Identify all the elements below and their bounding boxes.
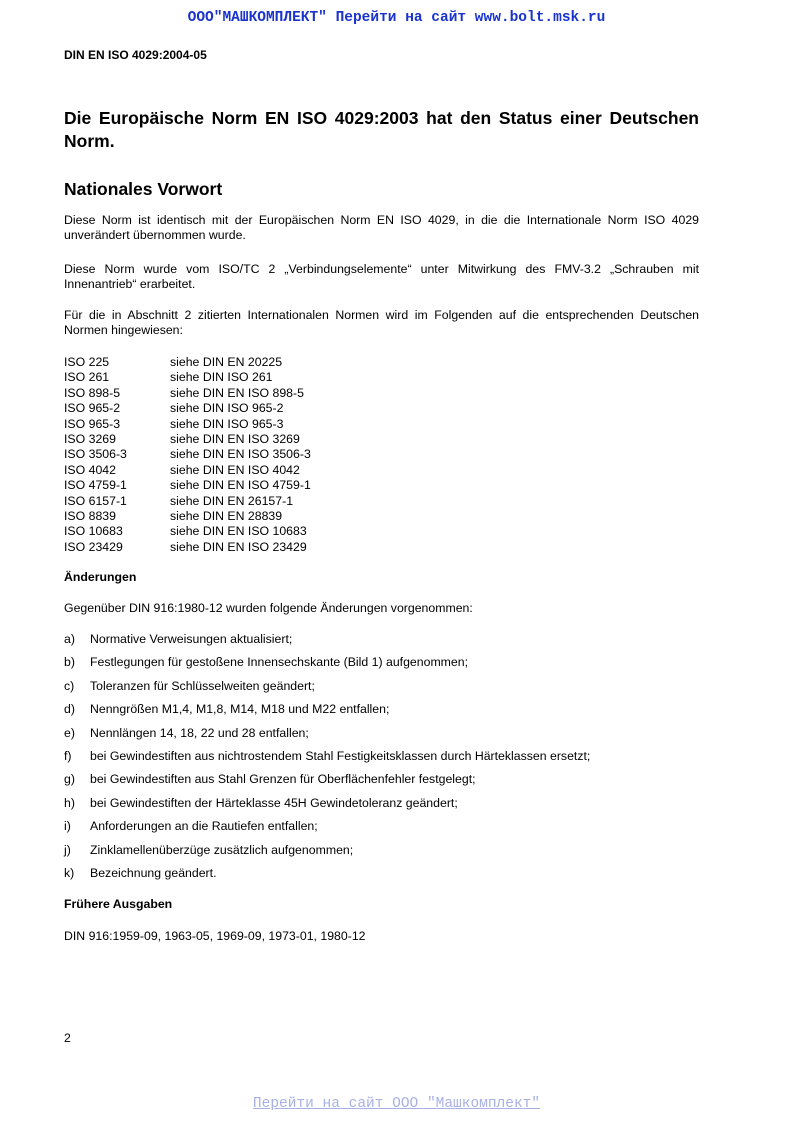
reference-iso: ISO 225 — [64, 355, 110, 369]
reference-din: siehe DIN ISO 261 — [170, 370, 273, 385]
previous-editions: DIN 916:1959-09, 1963-05, 1969-09, 1973-01, 1980-12 — [64, 929, 366, 943]
changes-intro: Gegenüber DIN 916:1980-12 wurden folgende Änderungen vorgenommen: — [64, 601, 473, 615]
change-text: bei Gewindestiften aus Stahl Grenzen für Oberflächenfehler festgelegt; — [90, 772, 476, 787]
reference-row — [64, 370, 311, 385]
change-item — [64, 796, 590, 819]
reference-din: siehe DIN EN 26157-1 — [170, 493, 294, 508]
change-text: Nenngrößen M1,4, M1,8, M14, M18 und M22 entfallen; — [90, 702, 390, 717]
change-text: Toleranzen für Schlüsselweiten geändert; — [90, 678, 315, 693]
reference-row — [64, 447, 311, 462]
reference-din: siehe DIN EN 28839 — [170, 509, 283, 524]
change-letter: g) — [64, 772, 75, 787]
reference-din: siehe DIN EN ISO 4042 — [170, 462, 300, 477]
reference-row — [64, 524, 311, 539]
change-letter: d) — [64, 702, 75, 717]
reference-din: siehe DIN EN ISO 3269 — [170, 432, 300, 447]
reference-iso: ISO 3269 — [64, 432, 116, 447]
change-text: bei Gewindestiften der Härteklasse 45H Gewindetoleranz geändert; — [90, 795, 458, 810]
change-letter: c) — [64, 678, 75, 693]
reference-iso: ISO 3506-3 — [64, 447, 127, 462]
reference-din: siehe DIN EN ISO 4759-1 — [170, 478, 311, 493]
reference-row — [64, 432, 311, 447]
change-item — [64, 749, 590, 772]
change-item — [64, 866, 590, 889]
reference-iso: ISO 965-3 — [64, 416, 121, 431]
reference-din: siehe DIN EN ISO 3506-3 — [170, 447, 311, 462]
change-item — [64, 655, 590, 678]
document-id: DIN EN ISO 4029:2004-05 — [64, 48, 207, 62]
section-heading-vorwort: Nationales Vorwort — [64, 179, 223, 199]
change-item — [64, 819, 590, 842]
reference-iso: ISO 23429 — [64, 539, 123, 554]
reference-din: siehe DIN EN ISO 10683 — [170, 524, 307, 539]
reference-row — [64, 463, 311, 478]
change-item — [64, 772, 590, 795]
change-item — [64, 702, 590, 725]
reference-din: siehe DIN ISO 965-2 — [170, 401, 284, 416]
reference-row — [64, 478, 311, 493]
page-number: 2 — [64, 1031, 71, 1045]
reference-din: siehe DIN EN 20225 — [170, 355, 283, 369]
site-banner-link[interactable]: ООО"МАШКОМПЛЕКТ" Перейти на сайт www.bolt.msk.ru — [187, 10, 606, 26]
reference-iso: ISO 10683 — [64, 524, 123, 539]
change-letter: k) — [64, 865, 75, 880]
change-item — [64, 632, 590, 655]
reference-iso: ISO 6157-1 — [64, 493, 127, 508]
reference-row — [64, 417, 311, 432]
reference-iso: ISO 8839 — [64, 509, 116, 524]
reference-row — [64, 355, 311, 370]
reference-iso: ISO 898-5 — [64, 385, 121, 400]
reference-row — [64, 494, 311, 509]
reference-list — [64, 355, 311, 555]
change-letter: b) — [64, 655, 75, 670]
change-letter: j) — [64, 842, 71, 857]
reference-din: siehe DIN ISO 965-3 — [170, 416, 284, 431]
change-letter: f) — [64, 748, 72, 763]
change-text: Normative Verweisungen aktualisiert; — [90, 632, 293, 646]
reference-row — [64, 540, 311, 555]
section-heading-aenderungen: Änderungen — [64, 570, 137, 584]
change-text: Festlegungen für gestoßene Innensechskante (Bild 1) aufgenommen; — [90, 655, 469, 670]
reference-iso: ISO 965-2 — [64, 401, 121, 416]
change-letter: e) — [64, 725, 75, 740]
change-text: Bezeichnung geändert. — [90, 865, 217, 880]
reference-din: siehe DIN EN ISO 898-5 — [170, 385, 304, 400]
reference-iso: ISO 261 — [64, 370, 110, 385]
paragraph-committee: Diese Norm wurde vom ISO/TC 2 „Verbindungselemente“ unter Mitwirkung des FMV-3.2 „Schrauben mit Innenantrieb“ erarbeitet. — [64, 262, 699, 292]
changes-list — [64, 632, 590, 889]
change-text: Nennlängen 14, 18, 22 und 28 entfallen; — [90, 725, 309, 740]
reference-row — [64, 386, 311, 401]
paragraph-references-intro: Für die in Abschnitt 2 zitierten Internationalen Normen wird im Folgenden auf die entsprechenden Deutschen Normen hingewiesen: — [64, 308, 699, 338]
change-letter: a) — [64, 632, 75, 646]
reference-row — [64, 401, 311, 416]
change-letter: h) — [64, 795, 75, 810]
change-item — [64, 679, 590, 702]
reference-iso: ISO 4759-1 — [64, 478, 127, 493]
change-letter: i) — [64, 819, 71, 834]
reference-row — [64, 509, 311, 524]
change-text: Zinklamellenüberzüge zusätzlich aufgenommen; — [90, 842, 354, 857]
reference-din: siehe DIN EN ISO 23429 — [170, 539, 307, 554]
paragraph-identity: Diese Norm ist identisch mit der Europäischen Norm EN ISO 4029, in die die Internationale Norm ISO 4029 unverändert übernommen wurde. — [64, 213, 699, 243]
change-item — [64, 843, 590, 866]
bottom-site-link[interactable]: Перейти на сайт ООО "Машкомплект" — [252, 1096, 541, 1112]
change-text: Anforderungen an die Rautiefen entfallen; — [90, 819, 318, 834]
section-heading-fruehere-ausgaben: Frühere Ausgaben — [64, 897, 173, 911]
status-heading: Die Europäische Norm EN ISO 4029:2003 hat den Status einer Deutschen Norm. — [64, 108, 699, 151]
reference-iso: ISO 4042 — [64, 462, 116, 477]
change-item — [64, 726, 590, 749]
change-text: bei Gewindestiften aus nichtrostendem Stahl Festigkeitsklassen durch Härteklassen ersetzt; — [90, 748, 591, 763]
